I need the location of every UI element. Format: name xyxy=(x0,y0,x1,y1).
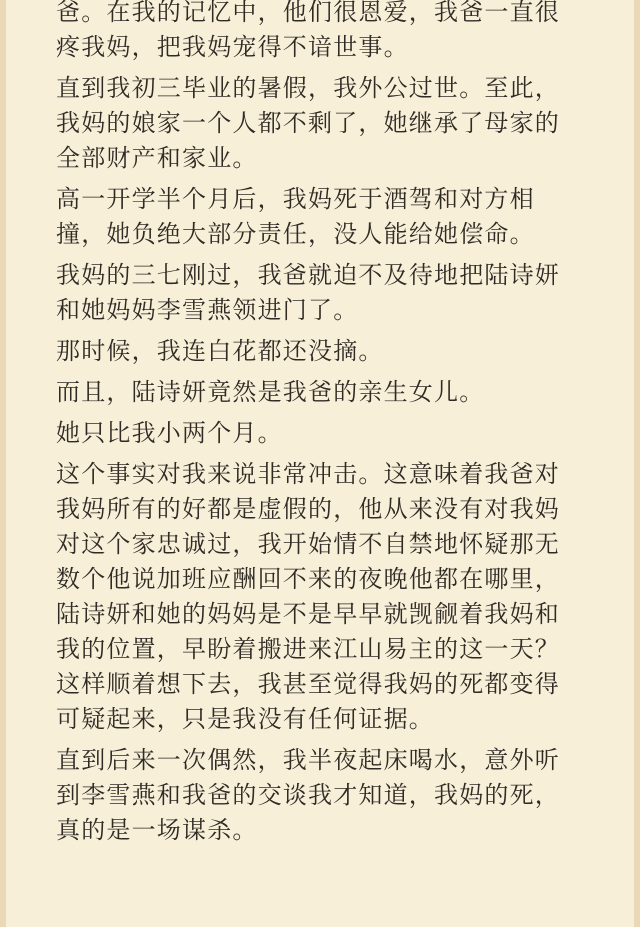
text-line: 我的位置，早盼着搬进来江山易主的这一天？ xyxy=(56,635,560,663)
text-line: 直到后来一次偶然，我半夜起床喝水，意外听 xyxy=(56,746,560,774)
text-line: 这个事实对我来说非常冲击。这意味着我爸对 xyxy=(56,460,560,488)
text-line: 数个他说加班应酬回不来的夜晚他都在哪里， xyxy=(56,565,560,593)
text-line: 直到我初三毕业的暑假，我外公过世。至此， xyxy=(56,74,560,102)
text-line: 到李雪燕和我爸的交谈我才知道，我妈的死， xyxy=(56,781,560,809)
chapter-text xyxy=(56,0,616,848)
text-line: 和她妈妈李雪燕领进门了。 xyxy=(56,296,359,324)
text-line: 疼我妈，把我妈宠得不谙世事。 xyxy=(56,33,409,61)
text-line: 撞，她负绝大部分责任，没人能给她偿命。 xyxy=(56,220,535,248)
text-line: 陆诗妍和她的妈妈是不是早早就觊觎着我妈和 xyxy=(56,600,560,628)
text-line: 我妈所有的好都是虚假的，他从来没有对我妈 xyxy=(56,495,560,523)
text-line: 我妈的三七刚过，我爸就迫不及待地把陆诗妍 xyxy=(56,261,560,289)
text-line: 这样顺着想下去，我甚至觉得我妈的死都变得 xyxy=(56,670,560,698)
text-line: 我妈的娘家一个人都不剩了，她继承了母家的 xyxy=(56,109,560,137)
text-line: 高一开学半个月后，我妈死于酒驾和对方相 xyxy=(56,185,535,213)
text-line: 而且，陆诗妍竟然是我爸的亲生女儿。 xyxy=(56,378,485,406)
text-line: 她只比我小两个月。 xyxy=(56,419,283,447)
text-line: 可疑起来，只是我没有任何证据。 xyxy=(56,705,434,733)
text-line: 真的是一场谋杀。 xyxy=(56,816,258,844)
text-line: 对这个家忠诚过，我开始情不自禁地怀疑那无 xyxy=(56,530,560,558)
text-line: 爸。在我的记忆中，他们很恩爱，我爸一直很 xyxy=(56,0,560,26)
text-line: 全部财产和家业。 xyxy=(56,144,258,172)
text-line: 那时候，我连白花都还没摘。 xyxy=(56,337,384,365)
